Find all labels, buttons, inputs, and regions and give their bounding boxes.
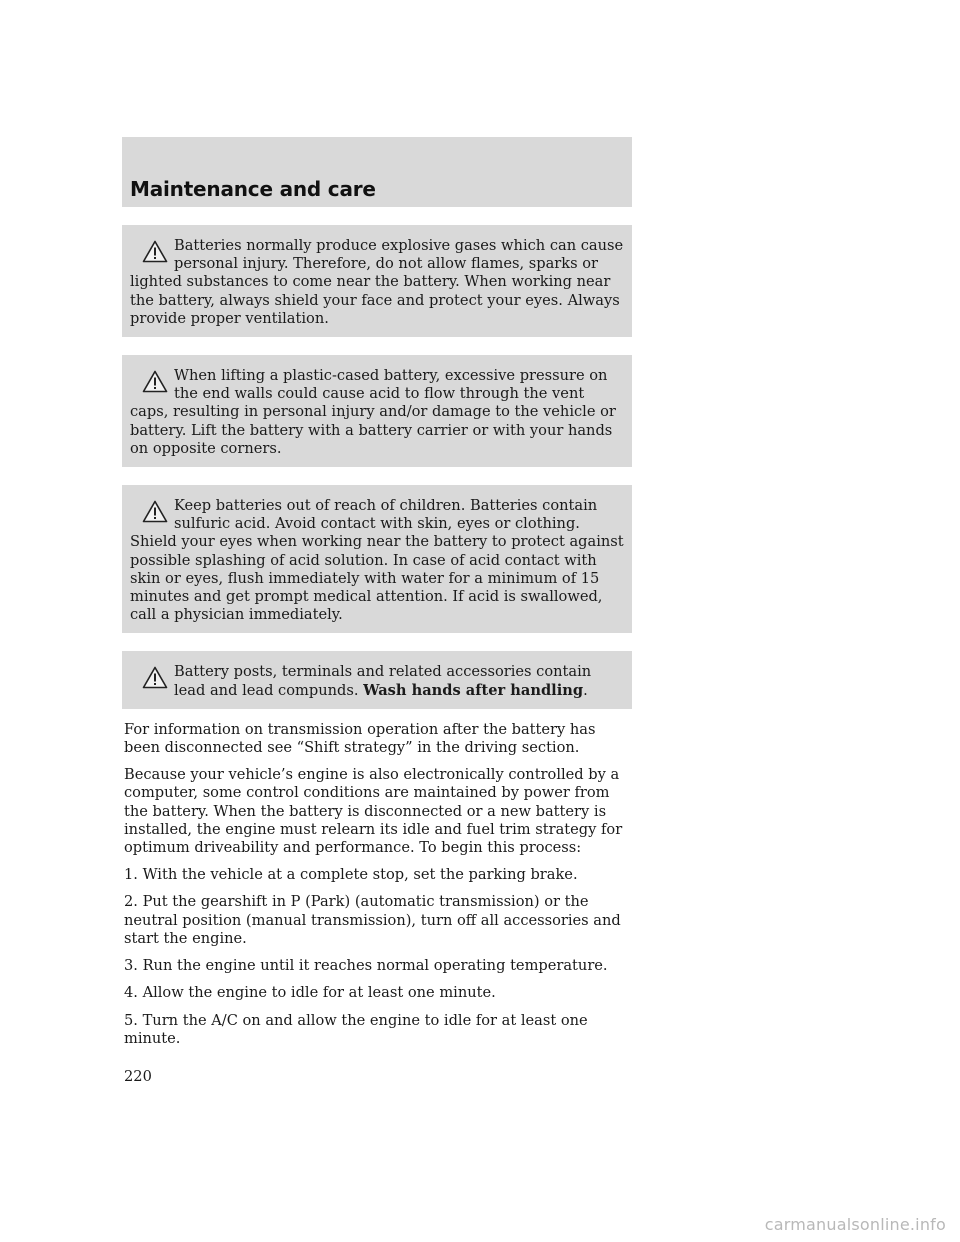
warning-text-bold: Wash hands after handling: [363, 681, 584, 699]
warning-triangle-icon: [142, 370, 168, 393]
step-5: 5. Turn the A/C on and allow the engine to idle for at least one minute.: [124, 1011, 588, 1047]
step-2: 2. Put the gearshift in P (Park) (automatic transmission) or the neutral position (manual transmission), turn off all accessories and start the engine.: [124, 893, 621, 947]
section-title: Maintenance and care: [130, 177, 376, 201]
warning-box-sulfuric-acid: [122, 485, 632, 633]
warning-triangle-icon: [142, 666, 168, 689]
warning-box-lead: [122, 651, 632, 708]
warning-box-explosive-gases: [122, 225, 632, 337]
section-header: [122, 137, 632, 207]
warning-triangle-icon: [142, 240, 168, 263]
paragraph-shift-strategy: For information on transmission operation after the battery has been disconnected see “Shift strategy” in the driving section.: [124, 720, 596, 757]
step-3: 3. Run the engine until it reaches normal operating temperature.: [124, 957, 608, 975]
warning-text-suffix: .: [583, 681, 588, 699]
watermark: carmanualsonline.info: [764, 1215, 946, 1234]
page-number: 220: [124, 1067, 152, 1085]
warning-text: Keep batteries out of reach of children. Batteries contain sulfuric acid. Avoid contact with skin, eyes or clothing. Shield your eyes when working near the battery to protect against possible splashing of acid solution. In case of acid contact with skin or eyes, flush immediately with water for a minimum of 15 minutes and get prompt medical attention. If acid is swallowed, call a physician immediately.: [130, 497, 624, 624]
manual-page: [122, 137, 632, 1085]
paragraph-relearn: Because your vehicle’s engine is also electronically controlled by a computer, some control conditions are maintained by power from the battery. When the battery is disconnected or a new battery is installed, the engine must relearn its idle and fuel trim strategy for optimum driveability and performance. To begin this process:: [124, 766, 623, 857]
step-1: 1. With the vehicle at a complete stop, set the parking brake.: [124, 866, 578, 884]
warning-text-plain: Battery posts, terminals and related accessories contain lead and lead compunds.: [174, 663, 592, 699]
warning-text: Batteries normally produce explosive gases which can cause personal injury. Therefore, do not allow flames, sparks or lighted substances to come near the battery. When working near the battery, always shield your face and protect your eyes. Always provide proper ventilation.: [130, 237, 624, 327]
warning-text: When lifting a plastic-cased battery, excessive pressure on the end walls could cause acid to flow through the vent caps, resulting in personal injury and/or damage to the vehicle or battery. Lift the battery with a battery carrier or with your hands on opposite corners.: [130, 367, 616, 457]
warning-text: [130, 663, 624, 699]
step-4: 4. Allow the engine to idle for at least one minute.: [124, 984, 496, 1002]
warning-box-lifting-battery: [122, 355, 632, 467]
warning-triangle-icon: [142, 500, 168, 523]
